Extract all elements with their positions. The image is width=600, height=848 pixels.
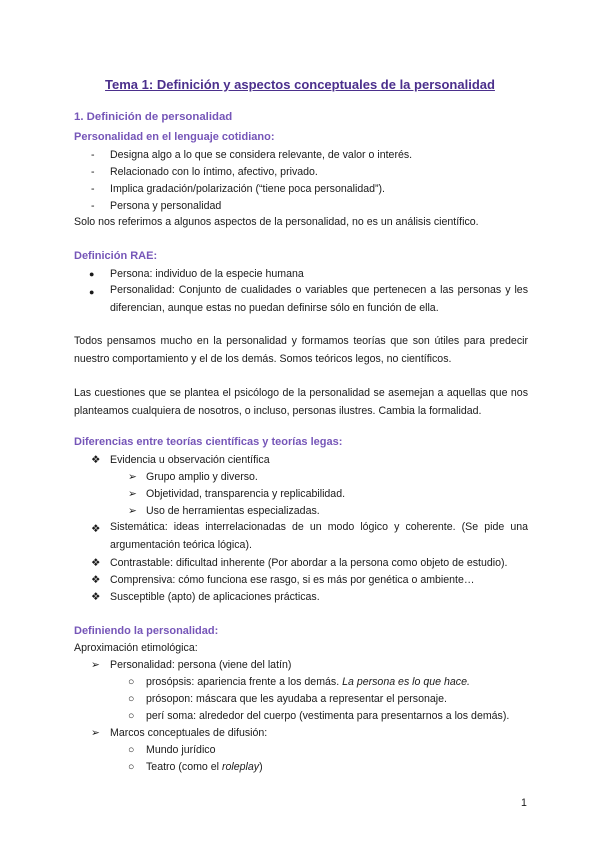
- paragraph: Todos pensamos mucho en la personalidad y formamos teorías que son útiles para predecir nuestro comportamiento y el de los demás. Somos teóricos legos, no científicos.: [74, 335, 528, 365]
- circle-bullet-icon: ○: [128, 710, 135, 722]
- teatro-text: Teatro (como el: [146, 761, 222, 773]
- dash-marker: -: [91, 166, 95, 178]
- section-heading-definicion: 1. Definición de personalidad: [74, 111, 233, 123]
- circle-bullet-icon: ○: [128, 676, 135, 688]
- diamond-bullet-icon: ❖: [91, 591, 101, 603]
- list-item: perí soma: alrededor del cuerpo (vestimenta para presentarnos a los demás).: [146, 710, 510, 722]
- list-item: Relacionado con lo íntimo, afectivo, privado.: [110, 166, 318, 178]
- dash-marker: -: [91, 200, 95, 212]
- aproximacion-text: Aproximación etimológica:: [74, 642, 198, 654]
- subheading-lenguaje-cotidiano: Personalidad en el lenguaje cotidiano:: [74, 131, 275, 143]
- list-item: Evidencia u observación científica: [110, 454, 270, 466]
- list-item: Designa algo a lo que se considera relevante, de valor o interés.: [110, 149, 413, 161]
- diamond-bullet-icon: ❖: [91, 557, 101, 569]
- bullet-dot-icon: ●: [89, 287, 95, 297]
- arrow-bullet-icon: ➢: [91, 727, 100, 739]
- teatro-end: ): [259, 761, 263, 773]
- list-item: Susceptible (apto) de aplicaciones prácticas.: [110, 591, 320, 603]
- list-item: Marcos conceptuales de difusión:: [110, 727, 268, 739]
- list-item: Persona y personalidad: [110, 200, 222, 212]
- page-title: Tema 1: Definición y aspectos conceptuales de la personalidad: [105, 77, 495, 92]
- arrow-bullet-icon: ➢: [128, 471, 137, 483]
- list-item: Comprensiva: cómo funciona ese rasgo, si es más por genética o ambiente…: [110, 574, 475, 586]
- diamond-bullet-icon: ❖: [91, 574, 101, 586]
- list-item: prósopon: máscara que les ayudaba a representar el personaje.: [146, 693, 447, 705]
- diamond-bullet-icon: ❖: [91, 454, 101, 466]
- diamond-bullet-icon: ❖: [91, 523, 101, 535]
- list-item: Grupo amplio y diverso.: [146, 471, 258, 483]
- arrow-bullet-icon: ➢: [128, 488, 137, 500]
- dash-marker: -: [91, 149, 95, 161]
- note-text: Solo nos referimos a algunos aspectos de la personalidad, no es un análisis científico.: [74, 216, 479, 228]
- circle-bullet-icon: ○: [128, 744, 135, 756]
- list-item: Sistemática: ideas interrelacionadas de un modo lógico y coherente. (Se pide una argumentación teórica lógica).: [110, 521, 528, 551]
- list-item: Implica gradación/polarización (“tiene poca personalidad”).: [110, 183, 385, 195]
- teatro-italic: roleplay: [221, 761, 260, 773]
- prosopsis-text: prosópsis: apariencia frente a los demás.: [146, 676, 343, 688]
- subheading-diferencias: Diferencias entre teorías científicas y teorías legas:: [74, 436, 343, 448]
- list-item: Uso de herramientas especializadas.: [146, 505, 320, 517]
- list-item: Persona: individuo de la especie humana: [110, 268, 304, 280]
- list-item-prosopsis: [146, 675, 470, 689]
- list-item: Objetividad, transparencia y replicabilidad.: [146, 488, 346, 500]
- bullet-dot-icon: ●: [89, 269, 95, 279]
- arrow-bullet-icon: ➢: [91, 659, 100, 671]
- list-item: Mundo jurídico: [146, 744, 216, 756]
- prosopsis-italic: La persona es lo que hace.: [342, 676, 470, 688]
- circle-bullet-icon: ○: [128, 693, 135, 705]
- subheading-rae: Definición RAE:: [74, 250, 158, 262]
- circle-bullet-icon: ○: [128, 761, 135, 773]
- list-item-teatro: [146, 760, 263, 774]
- arrow-bullet-icon: ➢: [128, 505, 137, 517]
- subheading-definiendo: Definiendo la personalidad:: [74, 625, 219, 637]
- dash-marker: -: [91, 183, 95, 195]
- list-item: Personalidad: Conjunto de cualidades o variables que pertenecen a las personas y les diferencian, aunque estas no puedan definirse sólo en función de ella.: [110, 284, 528, 314]
- paragraph: Las cuestiones que se plantea el psicólogo de la personalidad se asemejan a aquellas que nos planteamos cualquiera de nosotros, o incluso, personas ilustres. Cambia la formalidad.: [74, 387, 528, 417]
- list-item: Contrastable: dificultad inherente (Por abordar a la persona como objeto de estudio).: [110, 557, 508, 569]
- page-number: 1: [521, 797, 527, 809]
- list-item: Personalidad: persona (viene del latín): [110, 659, 292, 671]
